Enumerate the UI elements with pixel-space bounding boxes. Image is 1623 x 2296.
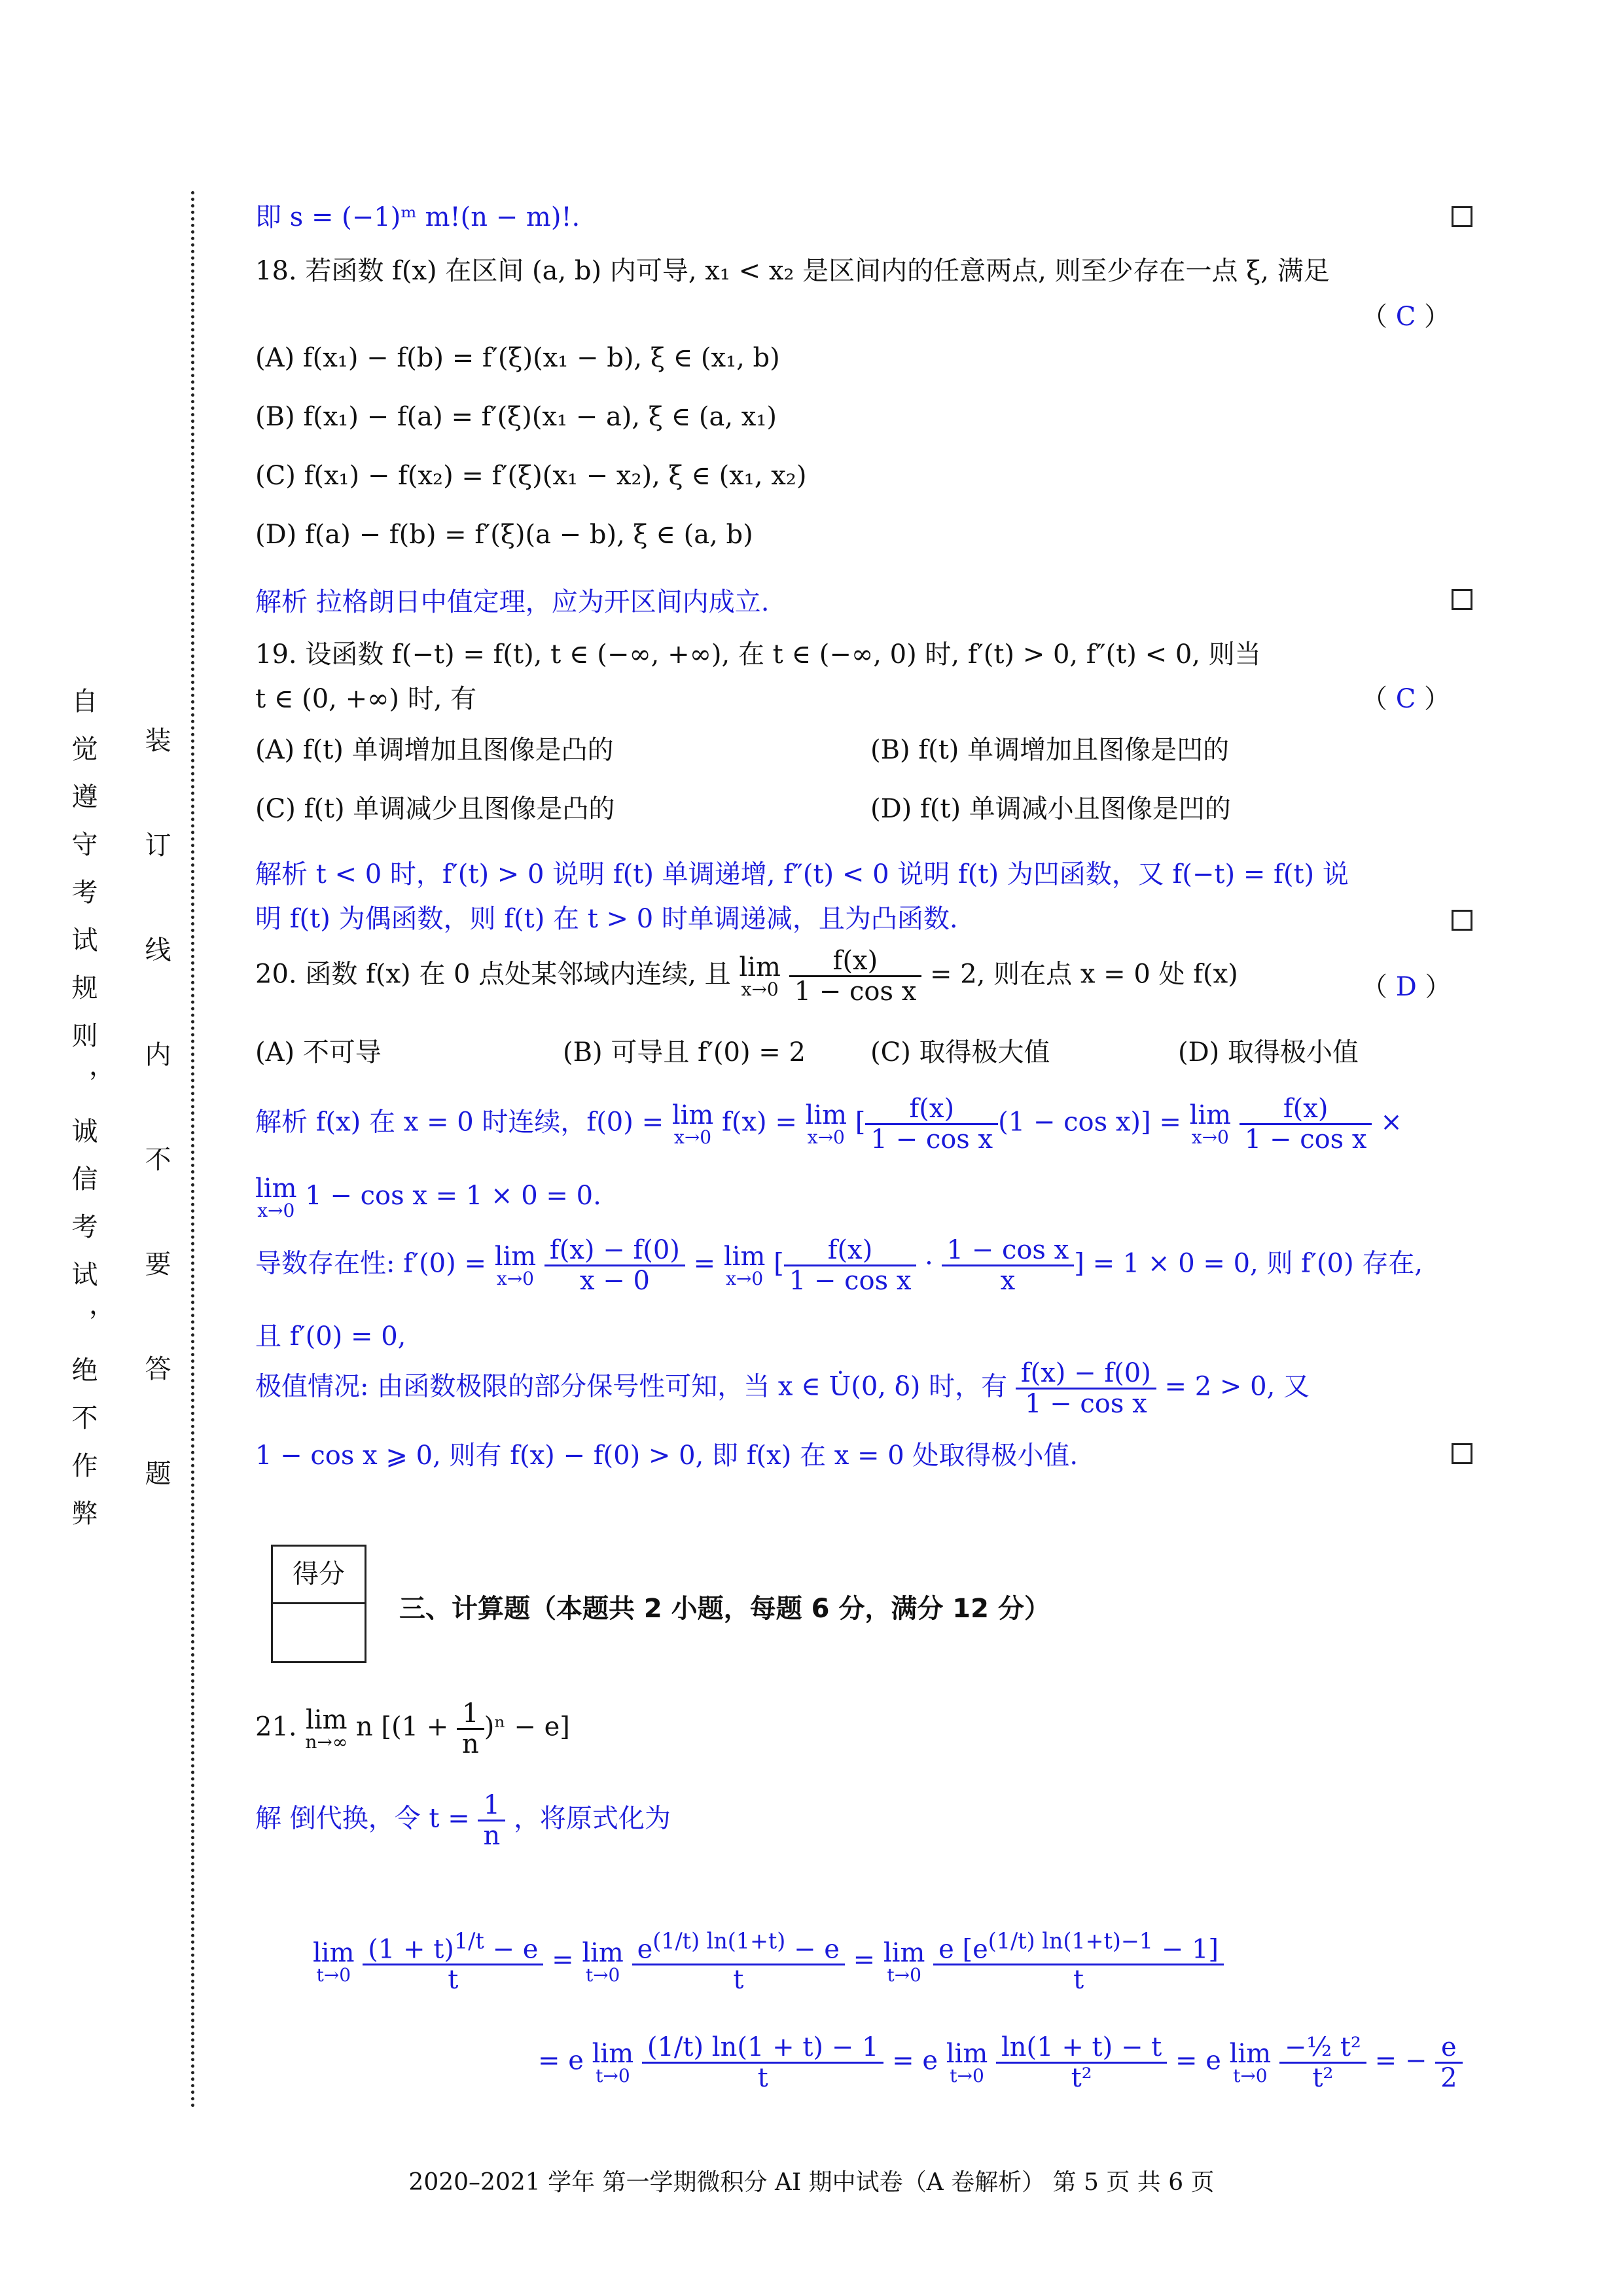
fraction: $\frac{\text{1 − cos x}}{x}$: [942, 1236, 1075, 1295]
fraction: $\frac{1}{n}$: [478, 1791, 505, 1850]
question-20-text: 20. 函数 f(x) 在 0 点处某邻域内连续, 且: [255, 959, 731, 990]
solution-20-line3: 导数存在性: f′(0) = lim x→0 $\frac{f(x) - f(0)}{x - 0}$ = lim x→0 [ $\frac{f(x)}{\text{1 − cos x}}$ · $\frac{\text{1 − cos x}}{x}$ ] = 1 × 0 = 0, 则 f′(0) 存在,: [255, 1235, 1423, 1296]
answer-18: （ C ）: [1361, 302, 1451, 332]
limit-operator: lim x→0: [494, 1241, 537, 1289]
limit-operator: lim x→0: [739, 952, 781, 1000]
solution-20-text: 解析 f(x) 在 x = 0 时连续，f(0) =: [255, 1107, 664, 1138]
solution-21-eq1: lim t→0 $\frac{(1 + t)^{1/t} - e}{t}$ = lim t→0 $\frac{e^{(1/t) ln(1+t)} - e}{t}$ = lim t→0 $\frac{e [e^{(1/t) ln(1+t)-1} - 1]}{t}$: [313, 1929, 1474, 1994]
fraction: $\frac{(1/t) \ln(1 + t) - 1}{t}$: [642, 2033, 884, 2092]
limit-operator: lim x→0: [255, 1174, 297, 1221]
qed-square: [1452, 910, 1472, 931]
limit-operator: lim t→0: [313, 1937, 355, 1986]
answer-18-value: C: [1395, 302, 1416, 332]
qed-square: [1452, 589, 1472, 610]
limit-operator: lim t→0: [582, 1937, 624, 1986]
score-label: 得分: [273, 1547, 365, 1604]
limit-operator: lim x→0: [805, 1100, 847, 1148]
solution-20-line6: 1 − cos x ⩾ 0, 则有 f(x) − f(0) > 0, 即 f(x) 在 x = 0 处取得极小值.: [255, 1441, 1079, 1471]
limit-operator: lim t→0: [946, 2038, 988, 2087]
solution-20-text-7: = 2 > 0, 又: [1164, 1371, 1310, 1402]
fraction: $\frac{f(x)}{\text{1 − cos x}}$: [865, 1094, 998, 1154]
question-19-line1: 19. 设函数 f(−t) = f(t), t ∈ (−∞, +∞), 在 t ∈ (−∞, 0) 时, f′(t) > 0, f″(t) < 0, 则当: [255, 639, 1261, 670]
score-box: [271, 1545, 366, 1663]
question-21-number: 21.: [255, 1712, 297, 1742]
limit-operator: lim t→0: [883, 1937, 925, 1986]
section-3-title: 三、计算题（本题共 2 小题，每题 6 分，满分 12 分）: [399, 1594, 1050, 1624]
side-note-binding: 装订线内不要答题: [141, 726, 171, 1564]
option-20c: (C) 取得极大值: [870, 1037, 1050, 1067]
solution-21-text: 解 倒代换，令 t =: [255, 1803, 470, 1834]
solution-19-line1: 解析 t < 0 时，f′(t) > 0 说明 f(t) 单调递增, f″(t) < 0 说明 f(t) 为凹函数，又 f(−t) = f(t) 说: [255, 859, 1349, 889]
option-20d: (D) 取得极小值: [1178, 1037, 1359, 1067]
answer-20-value: D: [1395, 972, 1417, 1002]
question-20-text-2: = 2, 则在点 x = 0 处 f(x): [930, 959, 1238, 990]
solution-20-text-5: = 1 × 0 = 0, 则 f′(0) 存在,: [1092, 1248, 1423, 1279]
limit-operator: lim x→0: [723, 1241, 766, 1289]
fraction: $\frac{\text{−½ t²}}{\text{t²}}$: [1279, 2033, 1366, 2092]
option-18c: (C) f(x₁) − f(x₂) = f′(ξ)(x₁ − x₂), ξ ∈ (x₁, x₂): [255, 461, 807, 491]
fraction: $\frac{f(x) - f(0)}{x - 0}$: [544, 1236, 685, 1295]
solution-20-text-6: 极值情况: 由函数极限的部分保号性可知，当 x ∈ U̇(0, δ) 时，有: [255, 1371, 1008, 1402]
question-18: 18. 若函数 f(x) 在区间 (a, b) 内可导, x₁ < x₂ 是区间内的任意两点, 则至少存在一点 ξ, 满足: [255, 256, 1330, 286]
solution-19-line2: 明 f(t) 为偶函数，则 f(t) 在 t > 0 时单调递减，且为凸函数.: [255, 904, 958, 934]
solution-21-intro: [255, 1791, 1474, 1850]
question-19-line2: t ∈ (0, +∞) 时, 有: [255, 684, 477, 714]
solution-18: 解析 拉格朗日中值定理，应为开区间内成立.: [255, 587, 770, 617]
page-footer: 2020–2021 学年 第一学期微积分 AI 期中试卷（A 卷解析） 第 5 页 共 6 页: [408, 2169, 1215, 2196]
option-18b: (B) f(x₁) − f(a) = f′(ξ)(x₁ − a), ξ ∈ (a, x₁): [255, 402, 777, 432]
option-18a: (A) f(x₁) − f(b) = f′(ξ)(x₁ − b), ξ ∈ (x₁, b): [255, 343, 780, 373]
fraction: $\frac{e}{2}$: [1435, 2033, 1462, 2092]
fraction: $\frac{f(x)}{\text{1 − cos x}}$: [789, 946, 922, 1006]
limit-operator: lim n→∞: [305, 1704, 348, 1753]
limit-operator: lim t→0: [1229, 2038, 1272, 2087]
answer-19-value: C: [1395, 684, 1416, 714]
qed-square: [1452, 1443, 1472, 1464]
proof-end-line: 即 s = (−1)ᵐ m!(n − m)!.: [255, 202, 580, 232]
fraction: $\frac{f(x)}{\text{1 − cos x}}$: [1240, 1094, 1372, 1154]
qed-square: [1452, 206, 1472, 227]
solution-20-line2: [255, 1175, 1474, 1220]
fraction: $\frac{1}{n}$: [457, 1699, 484, 1759]
fraction: $\frac{\ln(1 + t) - t}{\text{t²}}$: [996, 2033, 1167, 2092]
fraction: $\frac{f(x)}{\text{1 − cos x}}$: [784, 1236, 917, 1295]
solution-21-text-2: ，将原式化为: [513, 1803, 671, 1834]
option-19c: (C) f(t) 单调减少且图像是凸的: [255, 794, 615, 824]
question-20: [255, 946, 1474, 1006]
limit-operator: lim x→0: [1189, 1100, 1232, 1148]
answer-19: （ C ）: [1361, 684, 1451, 714]
solution-20-text-3: 1 − cos x = 1 × 0 = 0.: [305, 1181, 601, 1211]
question-21: 21. lim n→∞ n [(1 + $\frac{1}{n}$ )ⁿ − e]: [255, 1698, 570, 1759]
solution-20-text-4: 导数存在性: f′(0) =: [255, 1248, 486, 1279]
solution-20-line4: 且 f′(0) = 0,: [255, 1321, 406, 1352]
binding-dotted-line: [191, 191, 194, 2109]
solution-20-text-2: f(x) =: [722, 1107, 797, 1138]
option-19b: (B) f(t) 单调增加且图像是凹的: [870, 735, 1230, 765]
option-20b: (B) 可导且 f′(0) = 2: [563, 1037, 806, 1067]
fraction: $\frac{(1 + t)^{1/t} - e}{t}$: [363, 1929, 543, 1994]
option-18d: (D) f(a) − f(b) = f′(ξ)(a − b), ξ ∈ (a, b): [255, 520, 753, 550]
limit-operator: lim t→0: [592, 2038, 634, 2087]
solution-20-line1: 解析 f(x) 在 x = 0 时连续，f(0) = lim x→0 f(x) = lim x→0 [ $\frac{f(x)}{\text{1 − cos x}}$ (1 − cos x)] = lim x→0 $\frac{f(x)}{\text{1 − cos x}}$ ×: [255, 1094, 1402, 1155]
limit-operator: lim x→0: [671, 1100, 714, 1148]
option-19d: (D) f(t) 单调减小且图像是凹的: [870, 794, 1231, 824]
solution-20-line5: [255, 1359, 1474, 1418]
fraction: $\frac{f(x) - f(0)}{\text{1 − cos x}}$: [1016, 1359, 1156, 1418]
fraction: $\frac{e [e^{(1/t) ln(1+t)-1} - 1]}{t}$: [933, 1929, 1224, 1994]
fraction: $\frac{e^{(1/t) ln(1+t)} - e}{t}$: [632, 1929, 845, 1994]
option-20a: (A) 不可导: [255, 1037, 382, 1067]
option-19a: (A) f(t) 单调增加且图像是凸的: [255, 735, 614, 765]
side-note-honesty: 自觉遵守考试规则，诚信考试，绝不作弊: [67, 687, 98, 1547]
answer-20: （ D ）: [1361, 972, 1452, 1002]
solution-21-eq2: = e lim t→0 $\frac{(1/t) \ln(1 + t) - 1}{t}$ = e lim t→0 $\frac{\ln(1 + t) - t}{\text{t²}}$ = e lim t→0 $\frac{\text{−½ t²}}{\text{t²}}$ = − $\frac{e}{2}$: [538, 2033, 1474, 2092]
